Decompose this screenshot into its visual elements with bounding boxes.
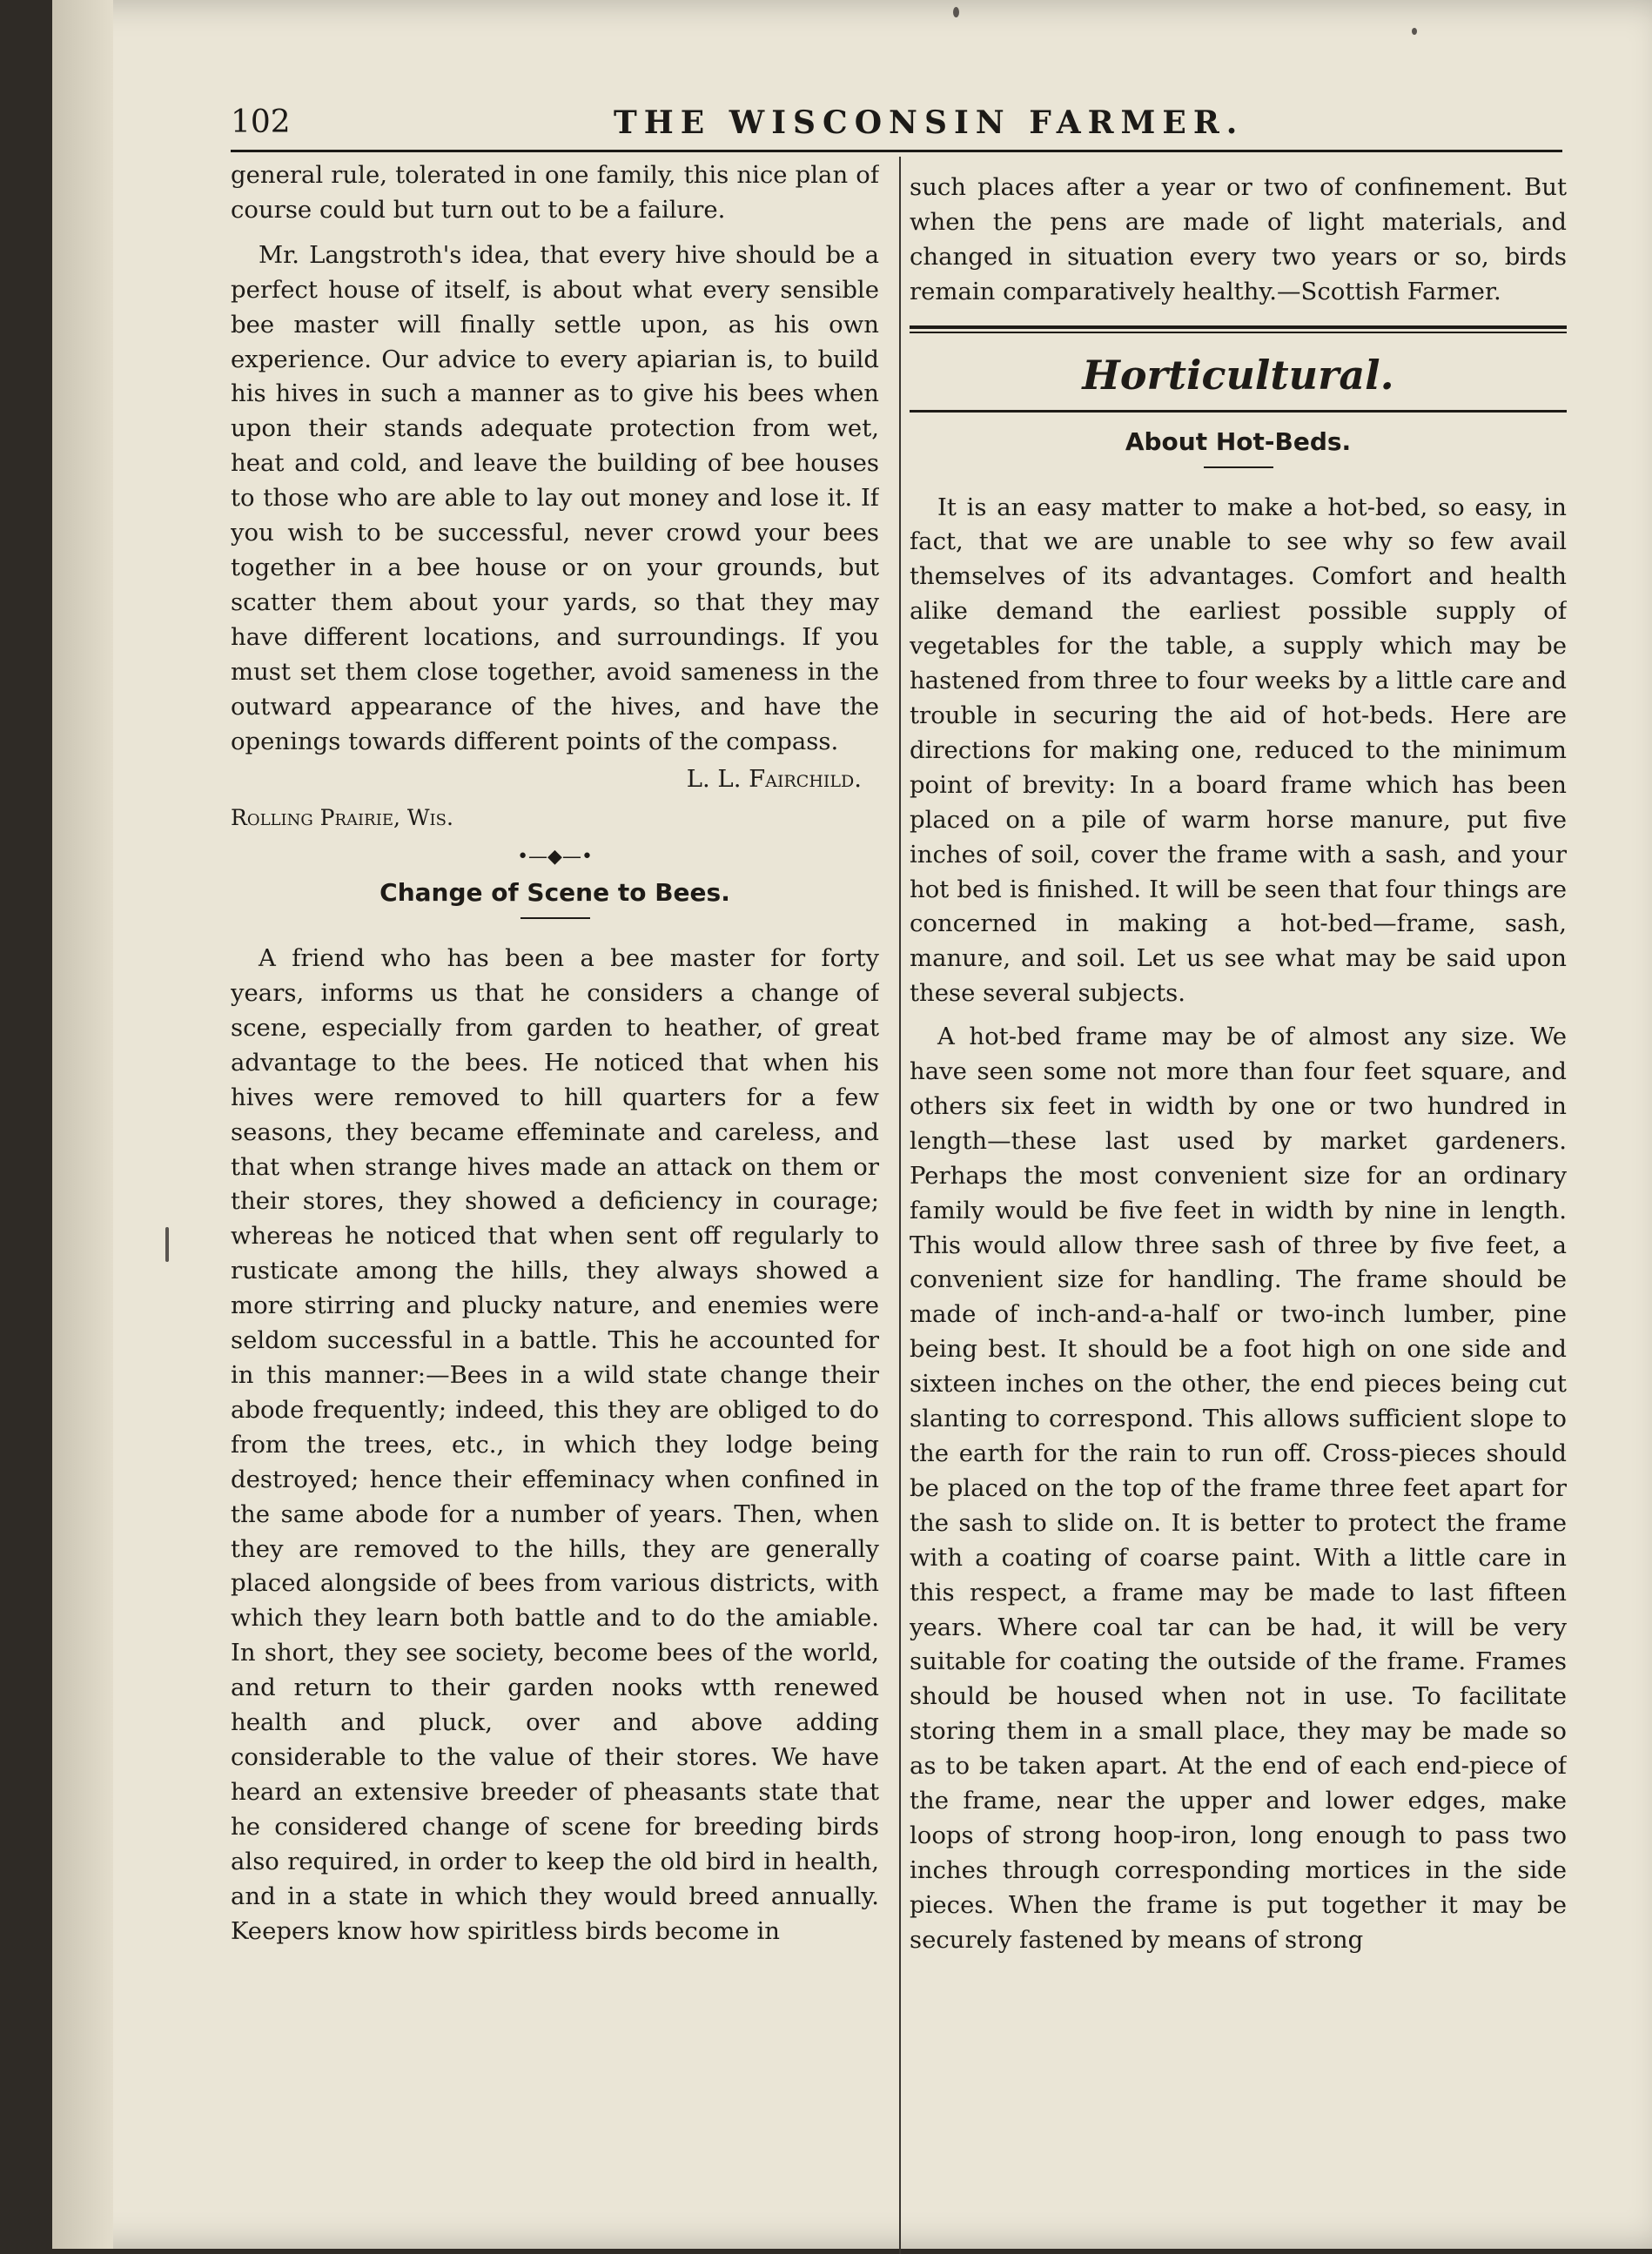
- article-title: About Hot-Beds.: [1125, 426, 1352, 456]
- paragraph: A hot-bed frame may be of almost any size. We have seen some not more than four feet square, and others six feet in width by one or two hundred in length—these last used by market gardeners. Perhaps the most convenient size for an ordinary family would be five feet in width by nine in length. This would allow three sash of three by five feet, a convenient size for handling. The frame should be made of inch-and-a-half or two-inch lumber, pine being best. It should be a foot high on one side and sixteen inches on the other, the end pieces being cut slanting to correspond. This allows sufficient slope to the earth for the rain to run off. Cross-pieces should be placed on the top of the frame three feet apart for the sash to slide on. It is better to protect the frame with a coating of coarse paint. With a little care in this respect, a frame may be made to last fifteen years. Where coal tar can be had, it will be very suitable for coating the outside of the frame. Frames should be housed when not in use. To facilitate storing them in a small place, they may be made so as to be taken apart. At the end of each end-piece of the frame, near the upper and lower edges, make loops of strong hoop-iron, long enough to pass two inches through corresponding mortices in the side pieces. When the frame is put together it may be securely fastened by means of strong: [910, 1023, 1567, 1954]
- author-location: Rolling Prairie, Wis.: [231, 805, 453, 831]
- section-rule: [910, 410, 1567, 413]
- right-column: [910, 171, 1567, 2137]
- header-rule: [231, 150, 1562, 152]
- paragraph: Mr. Langstroth's idea, that every hive should be a perfect house of itself, is about what every sensible bee master will finally settle upon, as his own experience. Our advice to every apiarian is, to build his hives in such a manner as to give his bees when upon their stands adequate protection from wet, heat and cold, and leave the building of bee houses to those who are able to lay out money and lose it. If you wish to be successful, never crowd your bees together in a bee house or on your grounds, but scatter them about your yards, so that they may have different locations, and surroundings. If you must set them close together, avoid sameness in the outward appearance of the hives, and have the openings towards different points of the compass.: [231, 240, 879, 755]
- left-column: [231, 158, 879, 2125]
- section-rule: [910, 325, 1567, 333]
- print-speck: [1412, 28, 1417, 35]
- paragraph: It is an easy matter to make a hot-bed, so easy, in fact, that we are unable to see why so few avail themselves of its advantages. Comfort and health alike demand the earliest possible supply of vegetables for the table, a supply which may be hastened from three to four weeks by a little care and trouble in securing the aid of hot-beds. Here are directions for making one, reduced to the minimum point of brevity: In a board frame which has been placed on a pile of warm horse manure, put five inches of soil, cover the frame with a sash, and your hot bed is finished. It will be seen that four things are concerned in making a hot-bed—frame, sash, manure, and soil. Let us see what may be said upon these several subjects.: [910, 493, 1567, 1008]
- section-heading: Horticultural.: [1082, 351, 1394, 399]
- column-divider: [899, 157, 901, 2254]
- page-header: [231, 94, 1249, 146]
- print-speck: [953, 7, 959, 17]
- author-signature: L. L. Fairchild.: [686, 765, 862, 794]
- ornament-separator: •—◆—•: [517, 846, 593, 869]
- binding-edge: [52, 0, 113, 2249]
- paragraph: A friend who has been a bee master for forty years, informs us that he considers a change of scene, especially from garden to heather, of great advantage to the bees. He noticed that when his hives were removed to hill quarters for a few seasons, they became effeminate and careless, and that when strange hives made an attack on them or their stores, they showed a deficiency in courage; whereas he noticed that when sent off regularly to rusticate among the hills, they always showed a more stirring and plucky nature, and enemies were seldom successful in a battle. This he accounted for in this manner:—Bees in a wild state change their abode frequently; indeed, this they are obliged to do from the trees, etc., in which they lodge being destroyed; hence their effeminacy when confined in the same abode for a number of years. Then, when they are removed to the hills, they are generally placed alongside of bees from various districts, with which they learn both battle and to do the amiable. In short, they see society, become bees of the world, and return to their garden nooks wtth renewed health and pluck, over and above adding considerable to the value of their stores. We have heard an extensive breeder of pheasants state that he considered change of scene for breeding birds also required, in order to keep the old bird in health, and in a state in which they would breed annually. Keepers know how spiritless birds become in: [231, 944, 879, 1945]
- title-rule: [520, 917, 590, 919]
- title-rule: [1204, 466, 1273, 468]
- article-title: Change of Scene to Bees.: [379, 878, 730, 908]
- journal-title: THE WISCONSIN FARMER.: [614, 104, 1245, 141]
- page-number: 102: [231, 104, 291, 140]
- paragraph: such places after a year or two of confinement. But when the pens are made of light materials, and changed in situation every two years or so, birds remain comparatively healthy.—Scottish Farmer.: [910, 173, 1567, 305]
- print-speck: [165, 1227, 169, 1262]
- paragraph: general rule, tolerated in one family, this nice plan of course could but turn out to be a failure.: [231, 161, 879, 224]
